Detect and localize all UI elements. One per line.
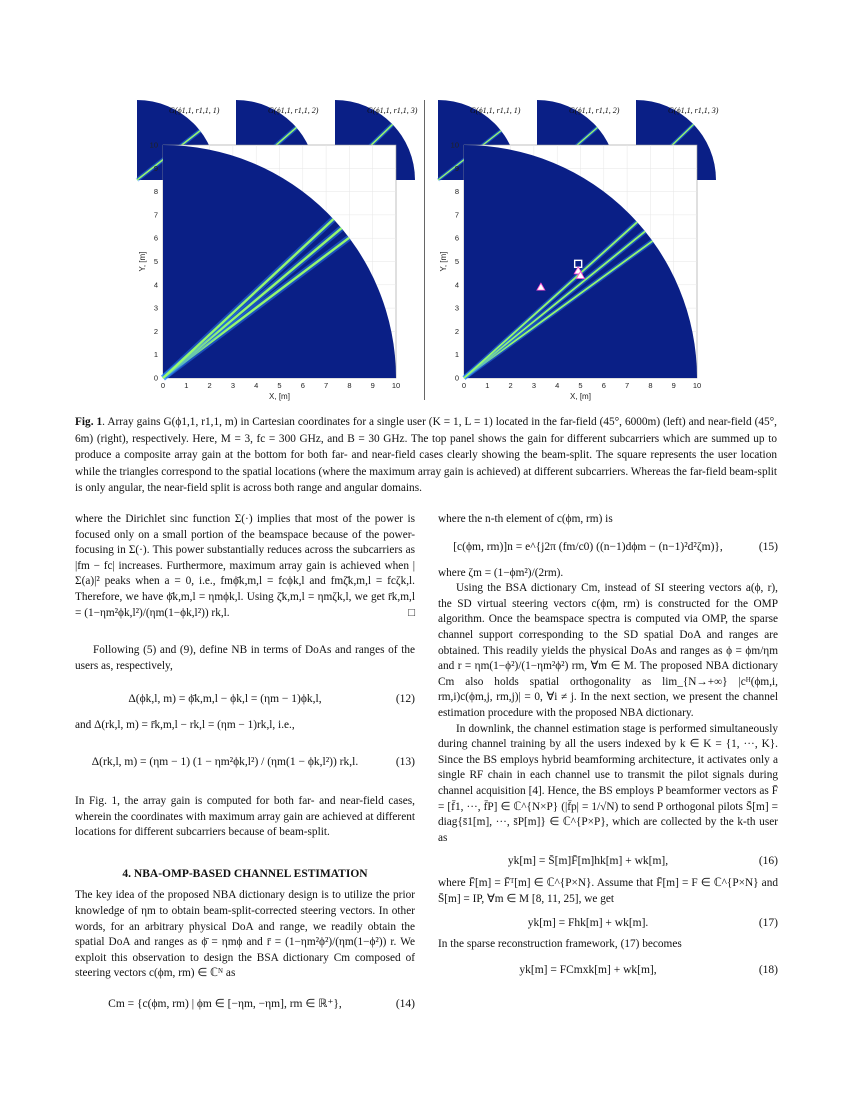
y-tick-label: 7: [454, 210, 459, 220]
x-tick-label: 2: [207, 381, 212, 390]
x-tick-label: 9: [671, 381, 676, 390]
equation-13-number: (13): [395, 756, 415, 769]
right-paragraph-1: where the n-th element of c(ϕm, rm) is: [438, 513, 613, 525]
equation-16-body: yk[m] = S̄[m]F̄[m]hk[m] + wk[m],: [507, 855, 669, 868]
right-paragraph-2: where ζm = (1−ϕm²)/(2rm).: [438, 566, 564, 579]
x-tick-label: 0: [461, 381, 467, 390]
left-paragraph-5: The key idea of the proposed NBA dictionary design is to utilize the prior knowledge of ηm to obtain beam-split-corrected steering vectors. In other words, for an arbitrary physical DoA and range, we readily obtain the spatial DoA and ranges as ϕ̄ = ηmϕ and r̄ = (1−ηm²ϕ²)/(ηm(1−ϕ²)) r. We exploit this observation to design the BSA dictionary Cm composed of steering vectors c(ϕm, rm) ∈ ℂᴺ as: [75, 889, 415, 980]
x-tick-label: 0: [160, 381, 166, 390]
qed-symbol: □: [408, 606, 415, 619]
y-tick-label: 4: [153, 280, 158, 290]
equation-18: [438, 961, 778, 981]
equation-15-body: [c(ϕm, rm)]n = e^{j2π (fm/c0) ((n−1)dϕm − (n−1)²d²ζm)},: [453, 540, 723, 553]
equation-14: [75, 994, 415, 1016]
equation-17: [438, 913, 778, 933]
right-paragraph-5: where F̄[m] = F̄ᵀ[m] ∈ ℂ^{P×N}. Assume that F̄[m] = F ∈ ℂ^{P×N} and S̄[m] = IP, ∀m ∈ M [8, 11, 25], we get: [438, 877, 778, 905]
left-paragraph-2: Following (5) and (9), define NB in terms of DoAs and ranges of the users as, respectively,: [75, 644, 415, 672]
small-panel-title: G(ϕ1,1, r1,1, 1): [470, 106, 521, 115]
y-tick-label: 5: [153, 257, 158, 266]
equation-13: [75, 746, 415, 780]
caption-text: . Array gains G(ϕ1,1, r1,1, m) in Cartesian coordinates for a single user (K = 1, L = 1) located in the far-field (45°, 6000m) (left) and near-field (45°, 6m) (right), respectively. Here, M = 3, fc = 300 GHz, and B = 30 GHz. The top panel shows the gain for different subcarriers which are summed up to produce a composite array gain at the bottom for both far- and near-field cases clearly showing the beam-split. The square represents the user location while the triangles correspond to the spatial locations (where the maximum array gain is achieved) at different subcarriers. Whereas the far-field beam-split is only angular, the near-field split is across both range and angular domains.: [75, 416, 778, 494]
x-tick-label: 10: [692, 381, 702, 390]
equation-16-number: (16): [758, 855, 778, 868]
right-paragraph-3: Using the BSA dictionary Cm, instead of SI steering vectors a(ϕ, r), the SD virtual steering vectors c(ϕm, rm) is constructed for the OMP algorithm. Once the beamspace spectra is computed via OMP, the sparse channel support corresponding to the SD spatial DoA and ranges are obtained. This readily yields the physical DoAs and ranges as ϕ = ϕm/ηm and r = ηm(1−ϕ²)/(1−ηm²ϕ²) rm, ∀m ∈ M. The proposed NBA dictionary Cm also holds spatial orthogonality as lim_{N→+∞} |cᴴ(ϕm,i, rm,i)c(ϕm,j, rm,j)| = 0, ∀i ≠ j. In the next section, we present the channel estimation procedure with the proposed NBA dictionary.: [438, 582, 778, 719]
x-tick-label: 1: [485, 381, 490, 390]
x-axis-label: X, [m]: [570, 392, 591, 401]
left-composite-panel: [138, 141, 400, 402]
right-paragraph-4: In downlink, the channel estimation stage is performed simultaneously during channel training by all the users indexed by k ∈ K = {1, ···, K}. Since the BS employs hybrid beamforming architecture, it activates only a single RF chain in each channel use to transmit the pilot signals during channel acquisition [4]. Hence, the BS employs P beamformer vectors as F̄ = [f̄1, ···, f̄P] ∈ ℂ^{N×P} (|f̄p| = 1/√N) to send P orthogonal pilots S̄[m] = diag{s̄1[m], ···, s̄P[m]} ∈ ℂ^{P×P}, which are collected by the k-th user as: [438, 722, 778, 844]
x-tick-label: 3: [531, 381, 536, 390]
small-panel-title: G(ϕ1,1, r1,1, 2): [569, 106, 620, 115]
x-tick-label: 3: [230, 381, 235, 390]
y-tick-label: 8: [153, 187, 158, 197]
equation-14-number: (14): [395, 998, 415, 1011]
x-tick-label: 5: [277, 381, 282, 390]
x-axis-label: X, [m]: [269, 392, 290, 401]
x-tick-label: 4: [555, 381, 560, 390]
small-panel-title: G(ϕ1,1, r1,1, 3): [367, 106, 418, 115]
x-tick-label: 2: [508, 381, 513, 390]
caption-label: Fig. 1: [75, 416, 103, 428]
equation-12: [75, 688, 415, 710]
figure-caption: [75, 414, 777, 497]
y-tick-label: 3: [454, 303, 459, 313]
y-tick-label: 6: [454, 233, 459, 243]
small-panel-title: G(ϕ1,1, r1,1, 3): [668, 106, 719, 115]
x-tick-label: 1: [184, 381, 189, 390]
y-axis-label: Y, [m]: [439, 251, 448, 272]
small-panel-title: G(ϕ1,1, r1,1, 2): [268, 106, 319, 115]
y-tick-label: 1: [153, 350, 158, 360]
equation-16: [438, 852, 778, 872]
y-tick-label: 8: [454, 187, 459, 197]
y-tick-label: 2: [153, 326, 158, 336]
left-column: [75, 512, 415, 1016]
y-tick-label: 6: [153, 233, 158, 243]
x-tick-label: 9: [370, 381, 375, 390]
y-tick-label: 5: [454, 257, 459, 266]
y-axis-label: Y, [m]: [138, 251, 147, 272]
equation-18-number: (18): [758, 964, 778, 977]
x-tick-label: 8: [347, 381, 352, 390]
section-heading: 4. NBA-OMP-BASED CHANNEL ESTIMATION: [122, 867, 368, 880]
left-paragraph-4: In Fig. 1, the array gain is computed for both far- and near-field cases, wherein the coordinates with maximum array gain are achieved at different locations for different subcarriers because of beam-split.: [75, 794, 415, 839]
figure-canvas: [0, 0, 850, 405]
x-tick-label: 6: [300, 381, 305, 390]
x-tick-label: 5: [578, 381, 583, 390]
equation-15-number: (15): [758, 540, 778, 553]
y-tick-label: 0: [153, 373, 158, 383]
y-tick-label: 10: [450, 140, 459, 150]
small-panel-title: G(ϕ1,1, r1,1, 1): [169, 106, 220, 115]
y-tick-label: 3: [153, 303, 158, 313]
x-tick-label: 8: [648, 381, 653, 390]
x-tick-label: 10: [391, 381, 401, 390]
y-tick-label: 0: [454, 373, 459, 383]
y-tick-label: 2: [454, 326, 459, 336]
x-tick-label: 6: [601, 381, 606, 390]
equation-17-body: yk[m] = Fhk[m] + wk[m].: [527, 916, 649, 929]
y-tick-label: 9: [153, 163, 158, 173]
equation-13-body: Δ(rk,l, m) = (ηm − 1) (1 − ηm²ϕk,l²) / (ηm(1 − ϕk,l²)) rk,l.: [91, 756, 359, 769]
x-tick-label: 7: [625, 381, 630, 390]
equation-17-number: (17): [758, 916, 778, 929]
left-p1-text: where the Dirichlet sinc function Σ(·) implies that most of the power is focused only on a small portion of the beamspace because of the power-focusing in Σ(·). This power substantially reduces across the subcarriers as |fm − fc| increases. Furthermore, maximum array gain is achieved when |Σ(a)|² peaks when a = 0, i.e., fmϕ̄k,m,l = fcϕk,l and fmζ̄k,m,l = fcζk,l. Therefore, we have ϕ̄k,m,l = ηmϕk,l. Using ζ̄k,m,l = ηmζk,l, we get r̄k,m,l = (1−ηm²ϕk,l²)/(ηm(1−ϕk,l²)) rk,l.: [75, 513, 415, 619]
y-tick-label: 9: [454, 163, 459, 173]
right-composite-panel: [439, 141, 701, 402]
left-paragraph-3: and Δ(rk,l, m) = r̄k,m,l − rk,l = (ηm − 1)rk,l, i.e.,: [75, 719, 295, 732]
y-tick-label: 1: [454, 350, 459, 360]
equation-12-number: (12): [395, 692, 415, 705]
right-column: [438, 512, 778, 981]
equation-18-body: yk[m] = FCmxk[m] + wk[m],: [519, 964, 657, 977]
x-tick-label: 4: [254, 381, 259, 390]
equation-14-body: Cm = {c(ϕm, rm) | ϕm ∈ [−ηm, −ηm], rm ∈ ℝ⁺},: [108, 998, 342, 1011]
equation-15: [438, 536, 778, 560]
y-tick-label: 10: [149, 140, 158, 150]
equation-12-body: Δ(ϕk,l, m) = ϕ̄k,m,l − ϕk,l = (ηm − 1)ϕk,l,: [128, 692, 322, 705]
y-tick-label: 4: [454, 280, 459, 290]
right-paragraph-6: In the sparse reconstruction framework, (17) becomes: [438, 938, 682, 951]
x-tick-label: 7: [324, 381, 329, 390]
y-tick-label: 7: [153, 210, 158, 220]
left-paragraph-1: [75, 512, 415, 621]
